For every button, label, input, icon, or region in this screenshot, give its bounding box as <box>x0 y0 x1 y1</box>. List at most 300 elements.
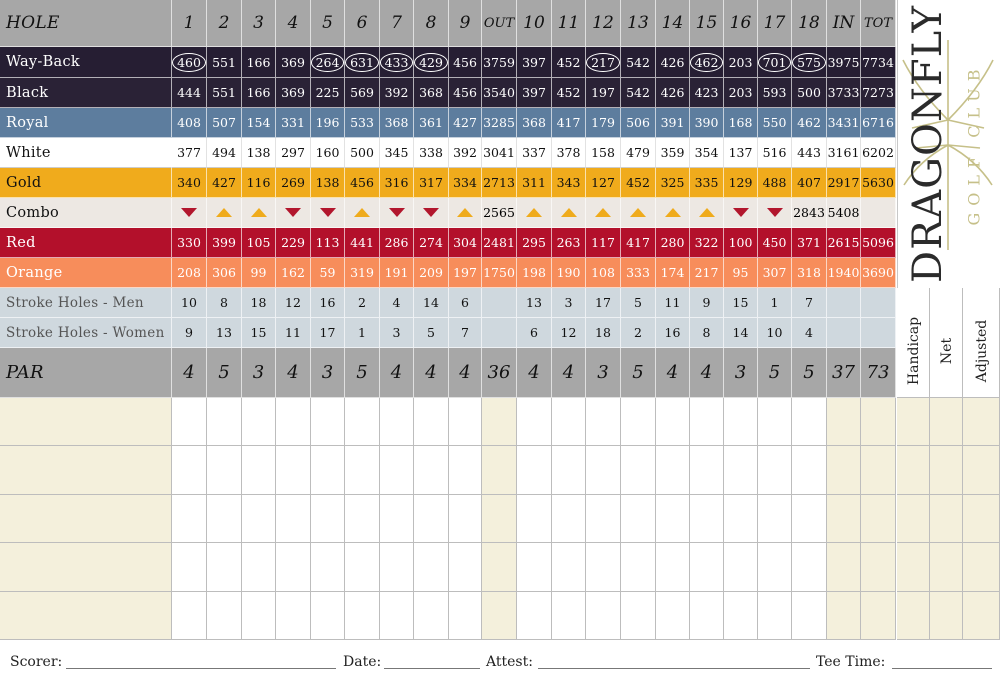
score-cell[interactable] <box>380 446 414 494</box>
score-cell[interactable] <box>724 495 758 543</box>
yardage-cell <box>552 108 586 138</box>
score-cell[interactable] <box>758 495 792 543</box>
score-cell[interactable] <box>242 495 276 543</box>
score-cell[interactable] <box>758 592 792 640</box>
combo-cell <box>724 198 758 228</box>
score-cell[interactable] <box>345 446 380 494</box>
yardage-cell <box>414 318 449 348</box>
score-cell[interactable] <box>690 398 724 446</box>
yardage-value: 377 <box>177 145 201 160</box>
yardage-cell <box>517 258 552 288</box>
yardage-value: 11 <box>664 295 681 310</box>
yardage-value: 190 <box>556 265 581 280</box>
yardage-cell <box>207 228 242 258</box>
yardage-value: 9 <box>702 295 711 310</box>
yardage-cell <box>517 108 552 138</box>
yardage-value: 5096 <box>862 235 894 250</box>
score-cell[interactable] <box>552 446 586 494</box>
score-cell[interactable] <box>827 592 861 640</box>
yardage-cell <box>861 228 896 258</box>
yardage-cell <box>172 138 207 168</box>
yardage-cell <box>552 138 586 168</box>
score-cell[interactable] <box>656 398 690 446</box>
yardage-cell <box>242 258 276 288</box>
score-cell[interactable] <box>656 495 690 543</box>
score-cell[interactable] <box>621 398 656 446</box>
yardage-cell <box>311 288 345 318</box>
yardage-cell <box>207 47 242 78</box>
yardage-value: 551 <box>212 54 236 70</box>
summary-header-net <box>930 288 963 398</box>
summary-cell[interactable] <box>963 592 1000 640</box>
score-cell[interactable] <box>276 398 311 446</box>
yardage-value: 322 <box>694 235 719 250</box>
yardage-value: 286 <box>384 235 409 250</box>
score-cell[interactable] <box>276 543 311 591</box>
score-cell[interactable] <box>827 446 861 494</box>
yardage-cell <box>345 288 380 318</box>
score-cell[interactable] <box>449 398 482 446</box>
summary-cell[interactable] <box>930 398 963 446</box>
yardage-cell <box>311 108 345 138</box>
score-cell[interactable] <box>758 398 792 446</box>
score-cell[interactable] <box>690 543 724 591</box>
hole-header-8: 8 <box>414 0 449 47</box>
combo-cell <box>552 198 586 228</box>
par-value: 37 <box>827 348 861 398</box>
yardage-cell <box>311 318 345 348</box>
combo-cell <box>586 198 621 228</box>
yardage-cell <box>690 228 724 258</box>
score-cell[interactable] <box>758 543 792 591</box>
yardage-value: 4 <box>805 325 813 340</box>
yardage-cell <box>690 318 724 348</box>
yardage-cell <box>449 78 482 108</box>
triangle-down-icon <box>733 208 749 217</box>
yardage-value: 417 <box>556 115 581 130</box>
circled-yardage: 631 <box>345 53 379 72</box>
yardage-value: 13 <box>526 295 542 310</box>
yardage-cell <box>311 47 345 78</box>
player-name-cell[interactable] <box>0 592 172 640</box>
tee-label-stroke_men: Stroke Holes - Men <box>0 288 172 318</box>
yardage-value: 197 <box>453 265 477 280</box>
score-cell[interactable] <box>792 592 827 640</box>
score-cell[interactable] <box>792 495 827 543</box>
score-cell[interactable] <box>276 592 311 640</box>
yardage-cell <box>311 228 345 258</box>
yardage-value: 569 <box>350 85 374 100</box>
yardage-cell <box>656 108 690 138</box>
yardage-cell <box>345 108 380 138</box>
score-cell[interactable] <box>724 398 758 446</box>
score-cell[interactable] <box>517 446 552 494</box>
yardage-cell <box>345 138 380 168</box>
yardage-value: 105 <box>246 235 271 250</box>
yardage-value: 6 <box>461 295 469 310</box>
yardage-cell <box>345 78 380 108</box>
yardage-cell <box>482 138 517 168</box>
yardage-value: 137 <box>728 145 753 160</box>
yardage-cell <box>758 258 792 288</box>
date-field[interactable] <box>384 668 480 669</box>
yardage-cell <box>207 138 242 168</box>
score-cell[interactable] <box>311 398 345 446</box>
yardage-value: 12 <box>285 295 301 310</box>
summary-cell[interactable] <box>930 495 963 543</box>
par-value: 4 <box>552 348 586 398</box>
yardage-cell <box>861 258 896 288</box>
yardage-value: 500 <box>797 85 821 100</box>
yardage-value: 12 <box>560 325 577 340</box>
yardage-value: 423 <box>694 85 719 100</box>
score-cell[interactable] <box>380 592 414 640</box>
score-cell[interactable] <box>724 446 758 494</box>
score-cell[interactable] <box>586 446 621 494</box>
score-cell[interactable] <box>414 592 449 640</box>
yardage-cell <box>792 138 827 168</box>
score-cell[interactable] <box>172 495 207 543</box>
yardage-value: 369 <box>281 54 305 70</box>
score-cell[interactable] <box>345 543 380 591</box>
yardage-value: 333 <box>626 265 650 280</box>
score-cell[interactable] <box>207 592 242 640</box>
yardage-value: 129 <box>728 175 753 190</box>
score-cell[interactable] <box>449 543 482 591</box>
yardage-value: 3 <box>392 325 401 340</box>
yardage-value: 516 <box>762 145 787 160</box>
score-cell[interactable] <box>552 398 586 446</box>
summary-cell[interactable] <box>897 398 930 446</box>
score-cell[interactable] <box>792 398 827 446</box>
player-name-cell[interactable] <box>0 398 172 446</box>
yardage-value: 18 <box>595 325 611 340</box>
yardage-value: 441 <box>350 235 374 250</box>
score-cell[interactable] <box>482 592 517 640</box>
yardage-cell <box>207 288 242 318</box>
score-cell[interactable] <box>482 398 517 446</box>
yardage-value: 334 <box>453 175 477 190</box>
triangle-up-icon <box>354 208 370 217</box>
score-cell[interactable] <box>345 592 380 640</box>
yardage-value: 345 <box>384 145 409 160</box>
score-cell[interactable] <box>414 398 449 446</box>
yardage-cell <box>345 168 380 198</box>
yardage-cell <box>792 258 827 288</box>
score-cell[interactable] <box>656 446 690 494</box>
yardage-value: 330 <box>177 235 201 250</box>
score-cell[interactable] <box>380 543 414 591</box>
yardage-cell <box>792 47 827 78</box>
logo-title: DRAGONFLY <box>904 5 951 283</box>
par-label: PAR <box>0 348 172 398</box>
yardage-cell <box>586 78 621 108</box>
yardage-value: 452 <box>626 175 650 190</box>
tee-label-gold: Gold <box>0 168 172 198</box>
yardage-cell <box>276 318 311 348</box>
score-cell[interactable] <box>552 592 586 640</box>
score-cell[interactable] <box>758 446 792 494</box>
yardage-cell <box>827 47 861 78</box>
yardage-cell <box>207 108 242 138</box>
yardage-value: 3 <box>564 295 573 310</box>
score-cell[interactable] <box>724 592 758 640</box>
score-cell[interactable] <box>586 543 621 591</box>
score-cell[interactable] <box>242 446 276 494</box>
score-cell[interactable] <box>621 543 656 591</box>
summary-cell[interactable] <box>963 446 1000 494</box>
summary-cell[interactable] <box>897 543 930 591</box>
yardage-value: 317 <box>419 175 443 190</box>
par-value: 3 <box>242 348 276 398</box>
combo-cell <box>482 198 517 228</box>
par-value: 5 <box>758 348 792 398</box>
summary-cell[interactable] <box>930 543 963 591</box>
yardage-value: 507 <box>212 115 236 130</box>
summary-cell[interactable] <box>897 495 930 543</box>
score-cell[interactable] <box>621 592 656 640</box>
score-cell[interactable] <box>345 495 380 543</box>
yardage-value: 5 <box>634 295 642 310</box>
yardage-value: 174 <box>660 265 685 280</box>
combo-value: 2843 <box>793 205 825 220</box>
yardage-cell <box>414 168 449 198</box>
score-cell[interactable] <box>380 495 414 543</box>
yardage-cell <box>861 288 896 318</box>
score-cell[interactable] <box>586 495 621 543</box>
yardage-cell <box>792 288 827 318</box>
yardage-cell <box>758 78 792 108</box>
summary-cell[interactable] <box>930 446 963 494</box>
score-cell[interactable] <box>414 495 449 543</box>
par-value: 4 <box>276 348 311 398</box>
yardage-cell <box>621 318 656 348</box>
yardage-value: 452 <box>556 54 581 70</box>
yardage-cell <box>207 258 242 288</box>
score-cell[interactable] <box>861 398 896 446</box>
combo-cell <box>449 198 482 228</box>
yardage-value: 304 <box>453 235 477 250</box>
yardage-cell <box>792 318 827 348</box>
triangle-down-icon <box>423 208 439 217</box>
score-cell[interactable] <box>656 543 690 591</box>
score-cell[interactable] <box>861 543 896 591</box>
score-cell[interactable] <box>242 398 276 446</box>
score-cell[interactable] <box>621 495 656 543</box>
yardage-cell <box>552 258 586 288</box>
score-cell[interactable] <box>482 543 517 591</box>
yardage-value: 179 <box>591 115 615 130</box>
yardage-cell <box>586 318 621 348</box>
yardage-value: 229 <box>281 235 305 250</box>
yardage-cell <box>517 318 552 348</box>
score-cell[interactable] <box>690 446 724 494</box>
yardage-value: 7273 <box>862 85 894 100</box>
yardage-value: 2615 <box>827 235 860 250</box>
score-cell[interactable] <box>586 398 621 446</box>
score-cell[interactable] <box>380 398 414 446</box>
yardage-cell <box>380 288 414 318</box>
yardage-value: 17 <box>319 325 336 340</box>
summary-cell[interactable] <box>963 495 1000 543</box>
score-cell[interactable] <box>276 446 311 494</box>
yardage-cell <box>345 228 380 258</box>
scorer-field[interactable] <box>66 668 336 669</box>
yardage-cell <box>414 108 449 138</box>
yardage-cell <box>758 168 792 198</box>
yardage-value: 338 <box>419 145 443 160</box>
attest-field[interactable] <box>538 668 810 669</box>
yardage-cell <box>242 47 276 78</box>
yardage-cell <box>414 47 449 78</box>
combo-cell <box>861 198 896 228</box>
player-name-cell[interactable] <box>0 495 172 543</box>
score-cell[interactable] <box>621 446 656 494</box>
yardage-cell <box>552 228 586 258</box>
score-cell[interactable] <box>207 543 242 591</box>
score-cell[interactable] <box>172 592 207 640</box>
score-cell[interactable] <box>311 543 345 591</box>
score-cell[interactable] <box>861 495 896 543</box>
yardage-cell <box>827 168 861 198</box>
score-cell[interactable] <box>552 495 586 543</box>
yardage-value: 6202 <box>862 145 894 160</box>
score-cell[interactable] <box>827 495 861 543</box>
yardage-value: 191 <box>384 265 409 280</box>
score-cell[interactable] <box>792 446 827 494</box>
par-value: 73 <box>861 348 896 398</box>
score-cell[interactable] <box>207 495 242 543</box>
yardage-cell <box>380 258 414 288</box>
yardage-cell <box>380 168 414 198</box>
yardage-cell <box>172 78 207 108</box>
score-cell[interactable] <box>242 543 276 591</box>
yardage-value: 427 <box>212 175 236 190</box>
combo-cell <box>311 198 345 228</box>
summary-label: Handicap <box>905 316 922 386</box>
yardage-cell <box>172 108 207 138</box>
yardage-cell <box>517 168 552 198</box>
score-cell[interactable] <box>276 495 311 543</box>
yardage-value: 116 <box>246 175 271 190</box>
yardage-value: 371 <box>797 235 821 250</box>
score-cell[interactable] <box>345 398 380 446</box>
score-cell[interactable] <box>207 446 242 494</box>
hole-header-tot: TOT <box>861 0 896 47</box>
hole-header-14: 14 <box>656 0 690 47</box>
summary-cell[interactable] <box>930 592 963 640</box>
score-cell[interactable] <box>827 398 861 446</box>
score-cell[interactable] <box>242 592 276 640</box>
yardage-value: 3759 <box>483 54 515 70</box>
summary-cell[interactable] <box>963 543 1000 591</box>
score-cell[interactable] <box>449 446 482 494</box>
score-cell[interactable] <box>861 592 896 640</box>
summary-cell[interactable] <box>897 592 930 640</box>
yardage-cell <box>207 78 242 108</box>
yardage-value: 494 <box>212 145 236 160</box>
yardage-value: 311 <box>522 175 546 190</box>
yardage-value: 316 <box>384 175 409 190</box>
yardage-value: 5630 <box>862 175 894 190</box>
summary-cell[interactable] <box>897 446 930 494</box>
yardage-value: 462 <box>797 115 821 130</box>
score-cell[interactable] <box>724 543 758 591</box>
score-cell[interactable] <box>517 495 552 543</box>
yardage-cell <box>517 138 552 168</box>
yardage-value: 397 <box>522 54 546 70</box>
score-cell[interactable] <box>690 495 724 543</box>
summary-label: Net <box>938 337 955 365</box>
hole-header-15: 15 <box>690 0 724 47</box>
tee-time-field[interactable] <box>892 668 992 669</box>
yardage-value: 166 <box>246 85 271 100</box>
score-cell[interactable] <box>172 398 207 446</box>
score-cell[interactable] <box>586 592 621 640</box>
score-cell[interactable] <box>792 543 827 591</box>
score-cell[interactable] <box>517 398 552 446</box>
score-cell[interactable] <box>449 495 482 543</box>
yardage-cell <box>656 318 690 348</box>
yardage-cell <box>724 258 758 288</box>
yardage-cell <box>690 288 724 318</box>
yardage-cell <box>345 258 380 288</box>
yardage-value: 392 <box>384 85 409 100</box>
score-cell[interactable] <box>414 543 449 591</box>
score-cell[interactable] <box>172 543 207 591</box>
hole-header-out: OUT <box>482 0 517 47</box>
score-cell[interactable] <box>207 398 242 446</box>
score-cell[interactable] <box>482 446 517 494</box>
player-name-cell[interactable] <box>0 446 172 494</box>
yardage-cell <box>482 78 517 108</box>
score-cell[interactable] <box>311 495 345 543</box>
summary-label: Adjusted <box>973 319 990 383</box>
yardage-cell <box>690 168 724 198</box>
summary-cell[interactable] <box>963 398 1000 446</box>
yardage-cell <box>276 47 311 78</box>
score-cell[interactable] <box>552 543 586 591</box>
yardage-cell <box>724 318 758 348</box>
yardage-value: 368 <box>384 115 409 130</box>
score-cell[interactable] <box>414 446 449 494</box>
score-cell[interactable] <box>690 592 724 640</box>
par-value: 5 <box>345 348 380 398</box>
yardage-cell <box>861 78 896 108</box>
score-cell[interactable] <box>311 592 345 640</box>
score-cell[interactable] <box>861 446 896 494</box>
yardage-cell <box>449 228 482 258</box>
score-cell[interactable] <box>482 495 517 543</box>
combo-value: 2565 <box>483 205 515 220</box>
yardage-cell <box>482 288 517 318</box>
score-cell[interactable] <box>311 446 345 494</box>
yardage-value: 354 <box>694 145 719 160</box>
combo-cell <box>172 198 207 228</box>
player-name-cell[interactable] <box>0 543 172 591</box>
score-cell[interactable] <box>449 592 482 640</box>
score-cell[interactable] <box>172 446 207 494</box>
yardage-cell <box>242 318 276 348</box>
score-cell[interactable] <box>517 592 552 640</box>
yardage-cell <box>792 108 827 138</box>
score-cell[interactable] <box>517 543 552 591</box>
score-cell[interactable] <box>656 592 690 640</box>
yardage-cell <box>414 228 449 258</box>
yardage-cell <box>758 138 792 168</box>
triangle-down-icon <box>181 208 197 217</box>
score-cell[interactable] <box>827 543 861 591</box>
